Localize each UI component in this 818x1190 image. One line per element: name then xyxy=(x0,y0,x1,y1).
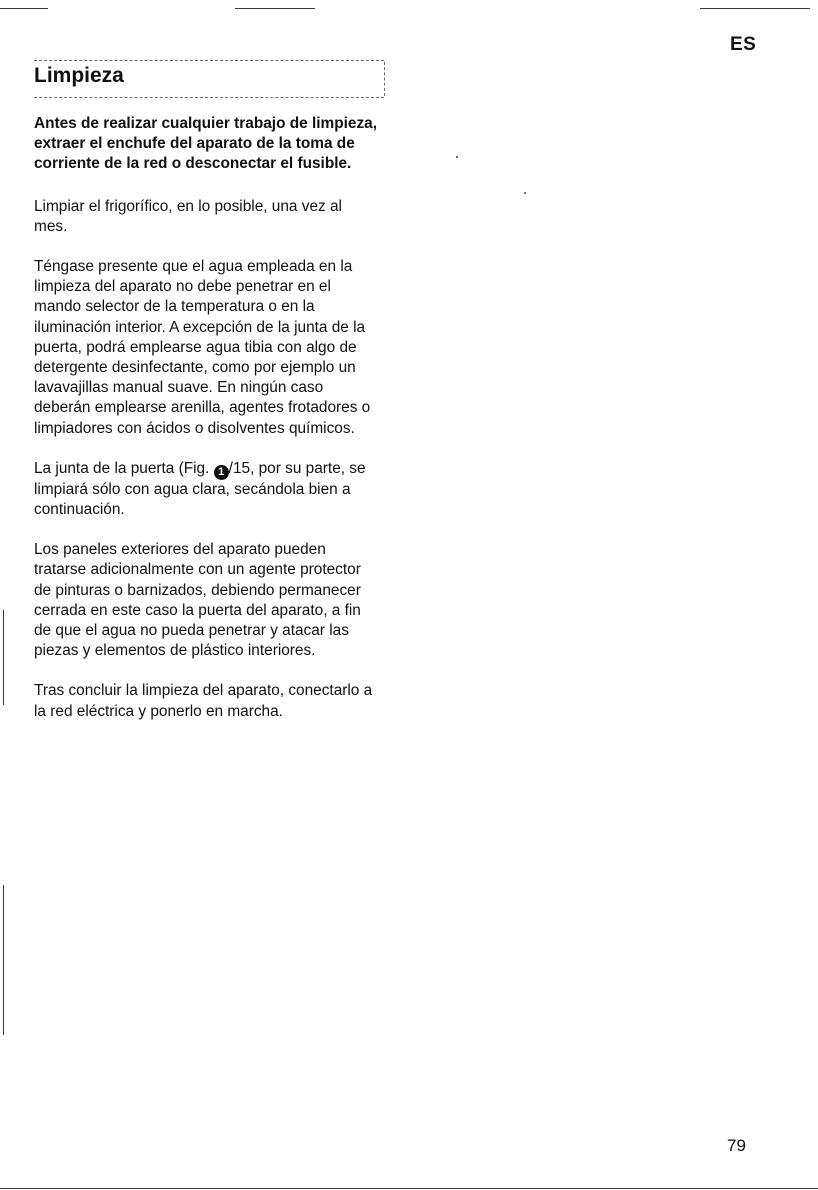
safety-warning: Antes de realizar cualquier trabajo de limpieza, extraer el enchufe del aparato de la toma de corriente de la red o desconectar el fusible. xyxy=(34,115,377,173)
scan-edge-line xyxy=(0,8,48,9)
scan-edge-line xyxy=(235,8,315,9)
paragraph-exterior-panels: Los paneles exteriores del aparato pueden tratarse adicionalmente con un agente protector de pinturas o barnizados, debiendo permanecer cerrada en este caso la puerta del aparato, a fin de que el agua no pueda penetrar y atacar las piezas y elementos de plástico interiores. xyxy=(34,541,361,660)
paragraph-after-cleaning: Tras concluir la limpieza del aparato, conectarlo a la red eléctrica y ponerlo en marcha. xyxy=(34,682,373,720)
door-seal-text-before: La junta de la puerta (Fig. xyxy=(34,459,214,477)
title-rule-top xyxy=(34,60,384,61)
paragraph-frequency: Limpiar el frigorífico, en lo posible, una vez al mes. xyxy=(34,197,342,235)
door-seal-text-after: /15, por su parte, se limpiará sólo con agua clara, secándola bien a continuación. xyxy=(34,459,366,519)
section-title: Limpieza xyxy=(34,64,124,87)
figure-number-badge: 1 xyxy=(214,465,229,480)
scan-edge-line xyxy=(3,885,4,1035)
paragraph-water-note: Téngase presente que el agua empleada en la limpieza del aparato no debe penetrar en el mando selector de la temperatura o en la iluminación interior. A excepción de la junta de la puerta, podrá emplearse agua tibia con algo de detergente desinfectante, como por ejemplo un lavavajillas manual suave. En ningún caso deberán emplearse arenilla, agentes frotadores o limpiadores con ácidos o disolventes químicos. xyxy=(34,258,371,437)
scan-edge-line xyxy=(3,610,4,705)
title-rule-bracket xyxy=(380,62,385,96)
title-rule-bottom xyxy=(34,97,384,98)
scan-edge-line xyxy=(0,1188,818,1189)
language-code: ES xyxy=(730,34,757,55)
scan-edge-line xyxy=(700,8,810,9)
scan-speck xyxy=(456,156,458,158)
scan-speck xyxy=(524,192,526,194)
section-body xyxy=(34,114,379,742)
page-number: 79 xyxy=(727,1136,746,1155)
paragraph-door-seal xyxy=(34,459,379,520)
